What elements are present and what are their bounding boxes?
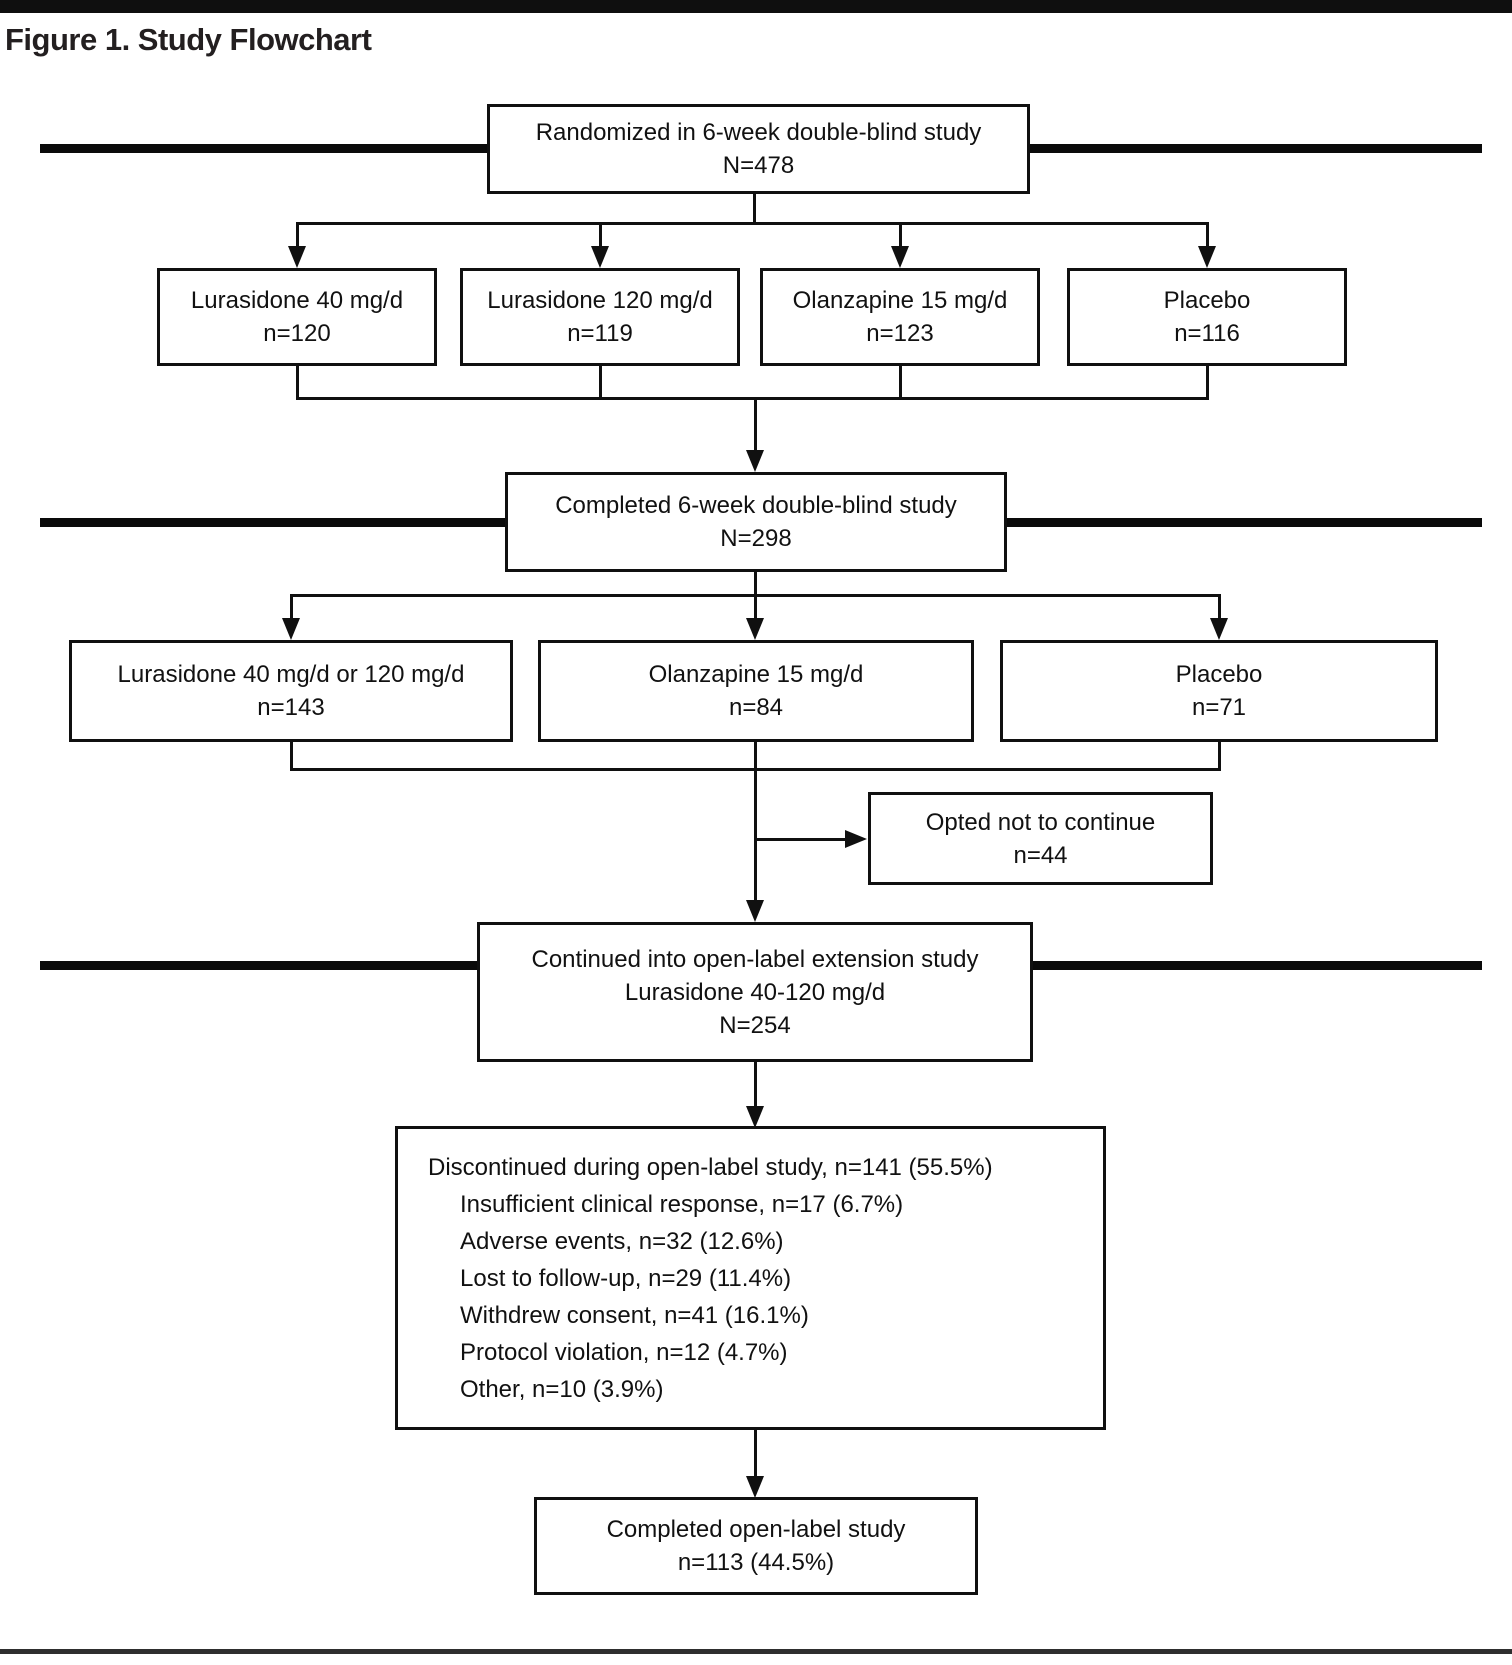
arrow-down-icon	[746, 618, 764, 640]
node-arm-olanzapine-count: n=123	[866, 320, 934, 347]
discontinued-reason: Lost to follow-up, n=29 (11.4%)	[460, 1264, 792, 1292]
arrow-down-icon	[891, 246, 909, 268]
node-comp-olanzapine-label: Olanzapine 15 mg/d	[648, 661, 864, 688]
top-divider-rule	[0, 0, 1512, 13]
node-randomized-count: N=478	[722, 152, 795, 179]
node-arm-lurasidone40-label: Lurasidone 40 mg/d	[190, 287, 404, 314]
node-comp-placebo-label: Placebo	[1175, 661, 1263, 688]
node-opted-out	[868, 792, 1213, 885]
node-open-label-label: Continued into open-label extension study	[531, 945, 979, 973]
connector-comp1-merge	[290, 742, 293, 771]
connector-merge-stem	[754, 397, 757, 453]
node-randomized	[487, 104, 1030, 194]
connector-randomized-split	[296, 222, 1209, 225]
arrow-down-icon	[746, 1476, 764, 1498]
arrow-down-icon	[591, 246, 609, 268]
discontinued-reason: Adverse events, n=32 (12.6%)	[460, 1227, 784, 1255]
node-discontinued-header: Discontinued during open-label study, n=141 (55.5%)	[428, 1153, 993, 1181]
node-arm-lurasidone40-count: n=120	[263, 320, 331, 347]
arrow-down-icon	[288, 246, 306, 268]
node-comp-olanzapine	[538, 640, 974, 742]
node-arm-olanzapine	[760, 268, 1040, 366]
node-arm-placebo-label: Placebo	[1163, 287, 1251, 314]
discontinued-reason: Withdrew consent, n=41 (16.1%)	[460, 1301, 809, 1329]
node-open-label-dose: Lurasidone 40-120 mg/d	[624, 978, 886, 1006]
node-opted-out-count: n=44	[1013, 841, 1068, 869]
node-comp-placebo-count: n=71	[1191, 694, 1247, 721]
discontinued-reason: Insufficient clinical response, n=17 (6.7%)	[460, 1190, 904, 1218]
connector-comp3-drop	[1218, 594, 1221, 620]
connector-arm4-merge	[1206, 366, 1209, 400]
connector-openlabel-stem	[754, 742, 757, 904]
discontinued-reason: Protocol violation, n=12 (4.7%)	[460, 1338, 788, 1366]
connector-randomized-stem	[753, 193, 756, 225]
bottom-divider-rule	[0, 1649, 1512, 1654]
connector-arms-merge-bar	[296, 397, 1209, 400]
connector-final-stem	[754, 1430, 757, 1480]
node-arm-lurasidone120-count: n=119	[567, 320, 633, 347]
connector-comp3-merge	[1218, 742, 1221, 771]
connector-discontinued-stem	[754, 1062, 757, 1110]
node-arm-lurasidone40	[157, 268, 437, 366]
node-completed-6week-label: Completed 6-week double-blind study	[555, 492, 957, 519]
node-comp-lurasidone	[69, 640, 513, 742]
arrow-down-icon	[1198, 246, 1216, 268]
node-comp-lurasidone-count: n=143	[257, 694, 325, 721]
node-arm-lurasidone120-label: Lurasidone 120 mg/d	[487, 287, 713, 314]
connector-comp2-drop	[754, 594, 757, 620]
node-completed-open-label	[534, 1497, 978, 1595]
node-randomized-label: Randomized in 6-week double-blind study	[535, 119, 982, 146]
node-completed-6week-count: N=298	[720, 525, 792, 552]
arrow-down-icon	[746, 1106, 764, 1128]
figure-title: Figure 1. Study Flowchart	[5, 22, 372, 57]
node-arm-placebo	[1067, 268, 1347, 366]
connector-comp1-drop	[290, 594, 293, 620]
arrow-right-icon	[845, 830, 867, 848]
arrow-down-icon	[746, 450, 764, 472]
node-comp-placebo	[1000, 640, 1438, 742]
node-comp-olanzapine-count: n=84	[728, 694, 784, 721]
node-open-label-count: N=254	[719, 1011, 791, 1039]
node-completed-open-label-label: Completed open-label study	[606, 1516, 906, 1543]
arrow-down-icon	[1210, 618, 1228, 640]
connector-arm2-merge	[599, 366, 602, 400]
node-arm-olanzapine-label: Olanzapine 15 mg/d	[792, 287, 1008, 314]
node-arm-lurasidone120	[460, 268, 740, 366]
arrow-down-icon	[282, 618, 300, 640]
node-comp-lurasidone-label: Lurasidone 40 mg/d or 120 mg/d	[117, 661, 465, 688]
connector-arm3-merge	[899, 366, 902, 400]
connector-arm1-merge	[296, 366, 299, 400]
node-completed-6week	[505, 472, 1007, 572]
node-open-label	[477, 922, 1033, 1062]
node-arm-placebo-count: n=116	[1174, 320, 1240, 347]
node-discontinued	[395, 1126, 1106, 1430]
arrow-down-icon	[746, 900, 764, 922]
discontinued-reason: Other, n=10 (3.9%)	[460, 1375, 664, 1403]
connector-opted-branch	[756, 838, 848, 841]
node-opted-out-label: Opted not to continue	[925, 808, 1156, 836]
node-completed-open-label-count: n=113 (44.5%)	[677, 1549, 835, 1576]
